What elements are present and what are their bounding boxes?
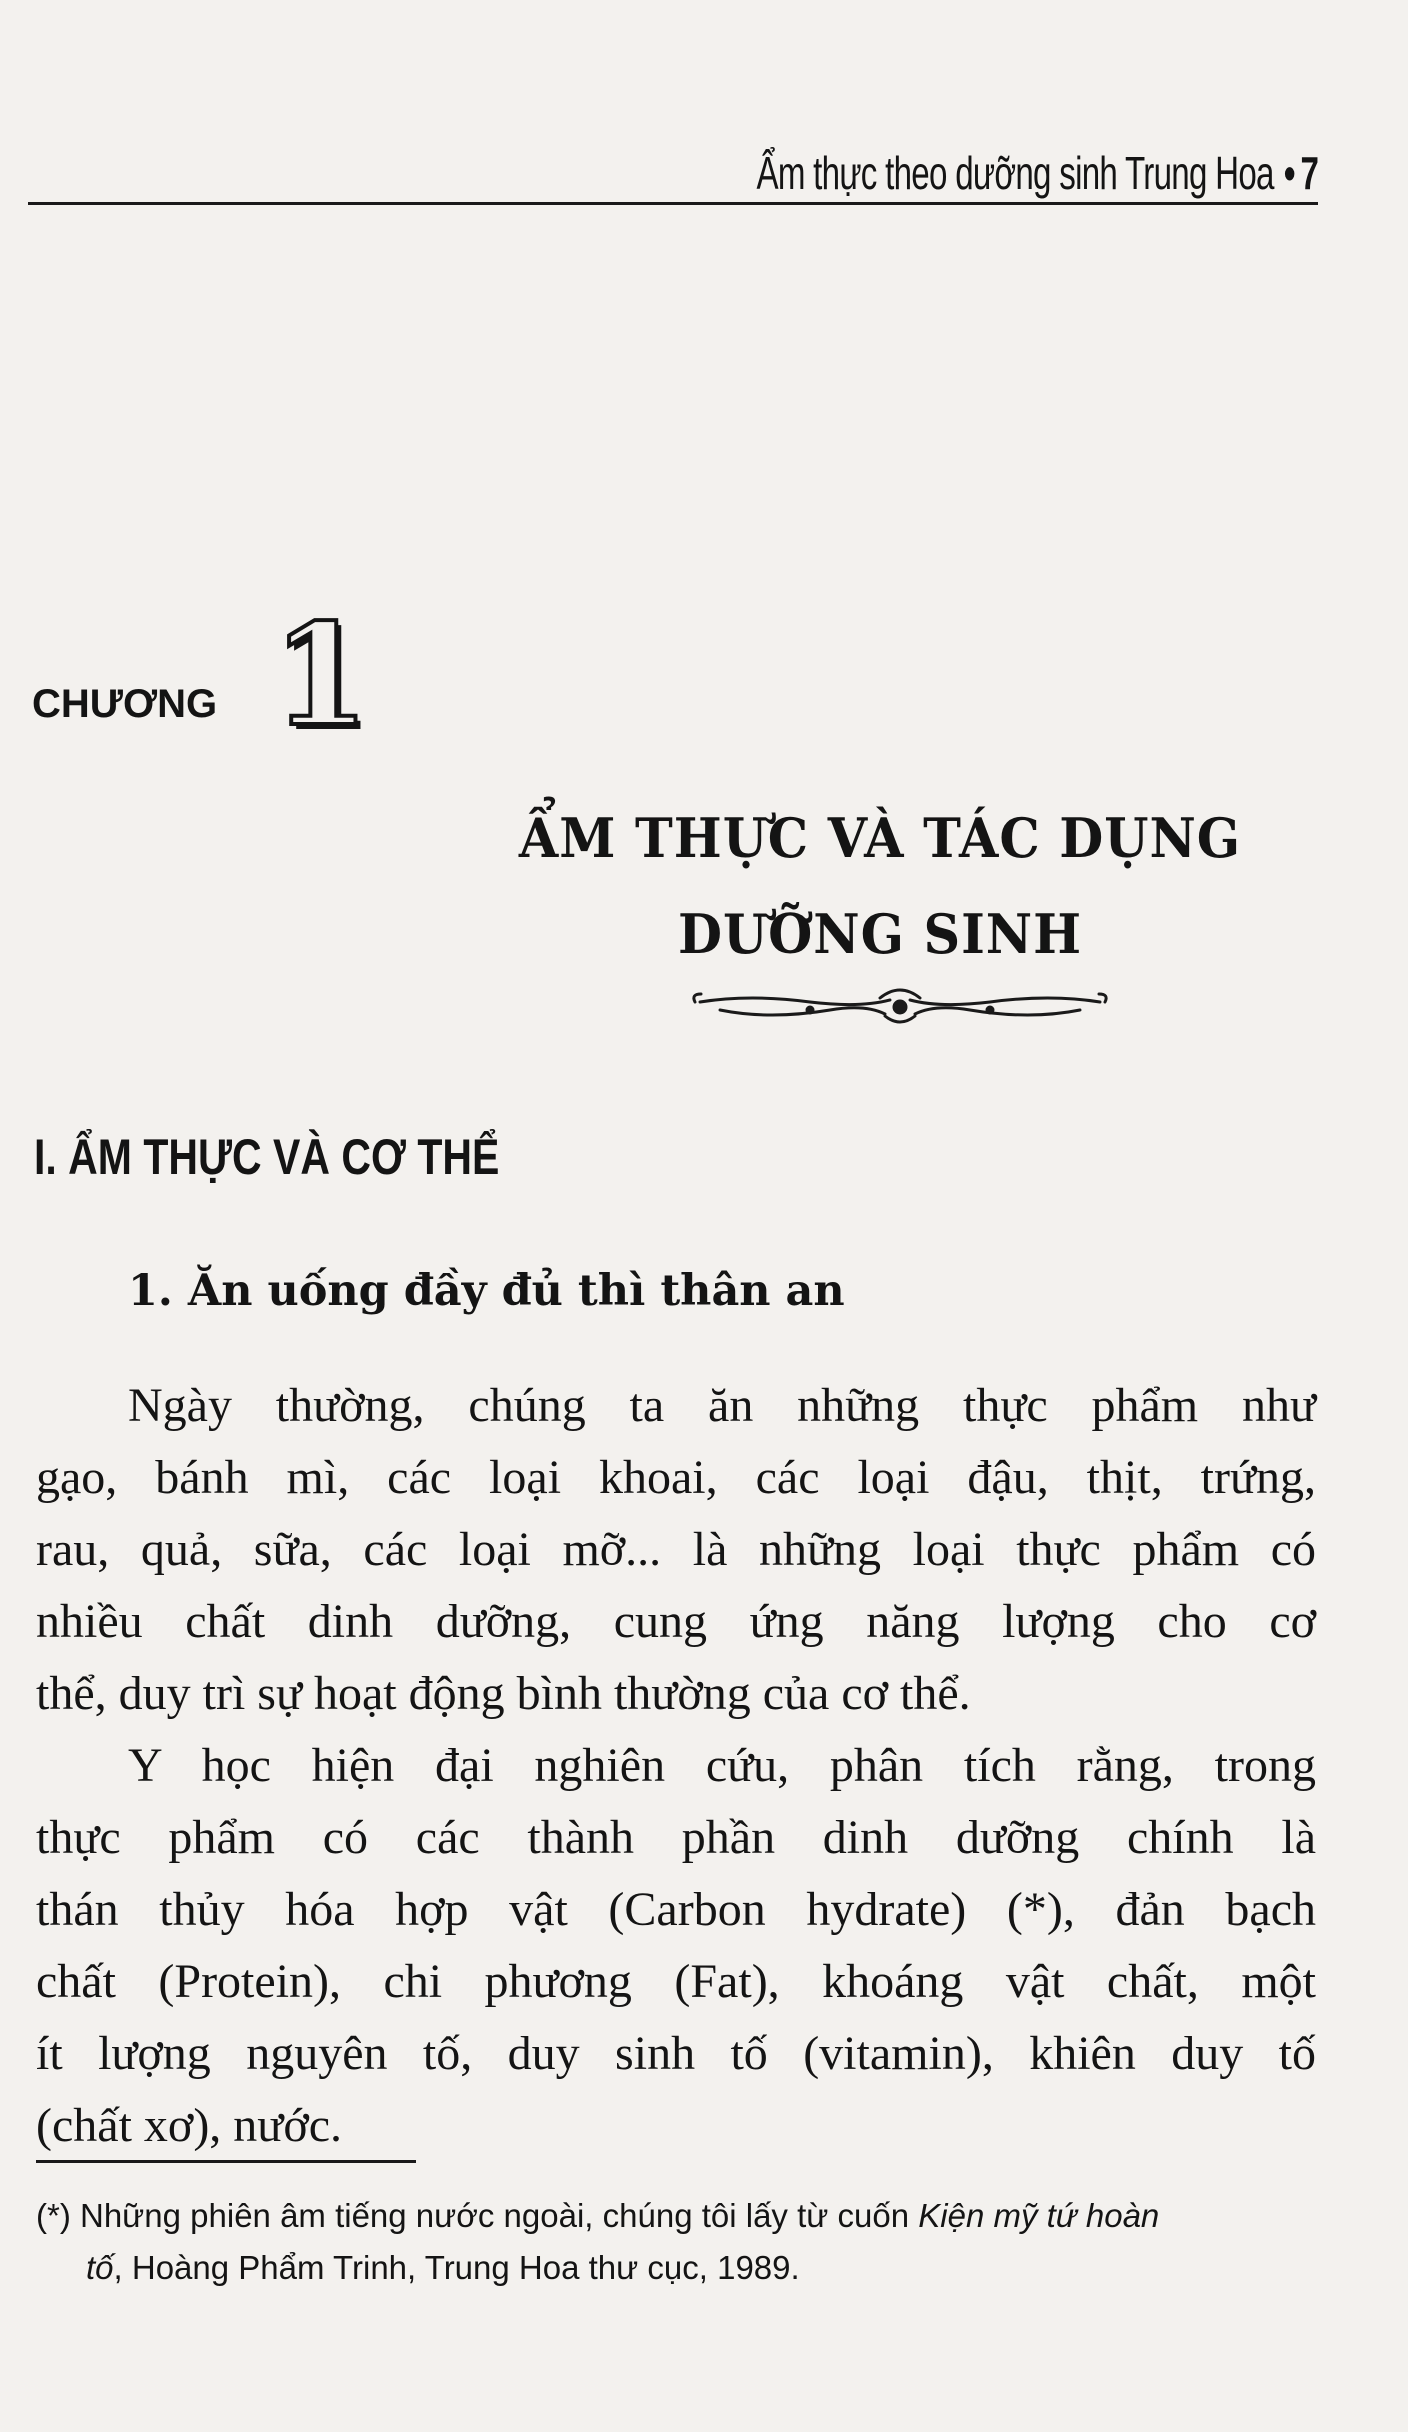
header-bullet: • <box>1283 147 1295 199</box>
subsection-heading: 1. Ăn uống đầy đủ thì thân an <box>128 1266 845 1316</box>
running-title: Ẩm thực theo dưỡng sinh Trung Hoa <box>756 147 1274 199</box>
paragraph-line: chất (Protein), chi phương (Fat), khoáng vật chất, một <box>36 1955 1316 2008</box>
chapter-label: CHƯƠNG <box>32 682 218 726</box>
paragraph-line: thể, duy trì sự hoạt động bình thường của cơ thể. <box>36 1667 971 1720</box>
footnote-line-2 <box>36 2242 1326 2294</box>
footnote-text: Những phiên âm tiếng nước ngoài, chúng tôi lấy từ cuốn <box>80 2197 910 2234</box>
paragraph-line: rau, quả, sữa, các loại mỡ... là những loại thực phẩm có <box>36 1523 1316 1576</box>
paragraph-line: Ngày thường, chúng ta ăn những thực phẩm như <box>128 1379 1316 1432</box>
footnote-book-title: Kiện mỹ tứ hoàn <box>918 2197 1160 2234</box>
paragraph-2 <box>36 1730 1316 2162</box>
chapter-title-line-1: ẨM THỰC VÀ TÁC DỤNG <box>518 806 1242 870</box>
paragraph-line: nhiều chất dinh dưỡng, cung ứng năng lượng cho cơ <box>36 1595 1316 1648</box>
footnote-source: , Hoàng Phẩm Trinh, Trung Hoa thư cục, 1989. <box>113 2249 800 2286</box>
footnote-line-1 <box>36 2190 1326 2242</box>
paragraph-line: thán thủy hóa hợp vật (Carbon hydrate) (*), đản bạch <box>36 1883 1316 1936</box>
paragraph-line: Y học hiện đại nghiên cứu, phân tích rằng, trong <box>128 1739 1316 1792</box>
running-header <box>28 110 1318 210</box>
footnote <box>36 2190 1326 2294</box>
paragraph-line: (chất xơ), nước. <box>36 2099 342 2152</box>
paragraph-line: gạo, bánh mì, các loại khoai, các loại đậu, thịt, trứng, <box>36 1451 1316 1504</box>
paragraph-line: thực phẩm có các thành phần dinh dưỡng chính là <box>36 1811 1316 1864</box>
section-heading: I. ẨM THỰC VÀ CƠ THỂ <box>34 1129 500 1185</box>
chapter-title-line-2: DƯỠNG SINH <box>677 902 1083 966</box>
running-header-text <box>756 146 1318 200</box>
footnote-marker: (*) <box>36 2197 71 2234</box>
footnote-book-title-end: tố <box>86 2249 114 2286</box>
chapter-title <box>466 790 1293 982</box>
page-number: 7 <box>1300 147 1318 199</box>
paragraph-1 <box>36 1370 1316 1730</box>
footnote-rule <box>36 2160 416 2163</box>
paragraph-line: ít lượng nguyên tố, duy sinh tố (vitamin), khiên duy tố <box>36 2027 1316 2080</box>
ornament-divider-icon <box>690 980 1110 1030</box>
chapter-number: 1 <box>272 594 370 758</box>
header-rule <box>28 202 1318 205</box>
